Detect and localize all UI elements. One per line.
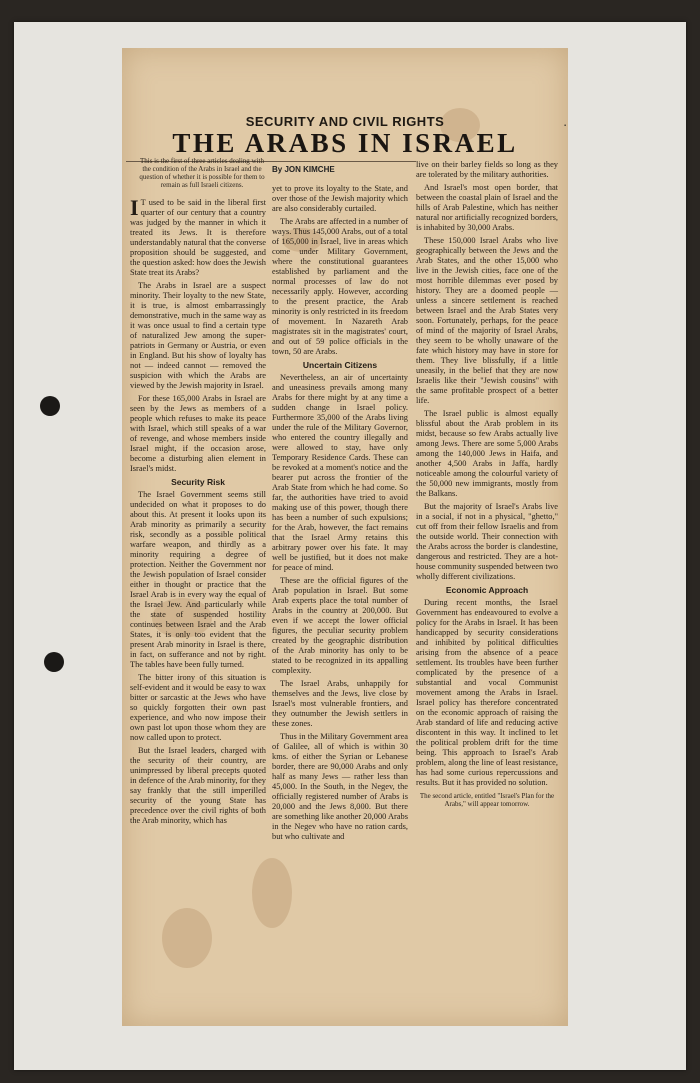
paragraph: For these 165,000 Arabs in Israel are seen by the Jews as members of a people which refuses to make its peace with Israel, which still speaks of a war of revenge, and whose members inside Israel might, if the occasion arose, become a disturbing alien element in Israel's midst. — [130, 394, 266, 473]
paragraph: During recent months, the Israel Government has endeavoured to evolve a policy for the Arabs in Israel. It has been handicapped by security considerations and inhibited by political difficulties arising from the absence of a peace settlement. Its troubles have been further complicated by the presence of a substantial and vocal Communist movement among the Arabs in Israel. Israel policy has therefore concentrated on the economic approach of raising the Arab standard of life and reducing active discontent in this way. It inclined to let the political problem drift for the time being. This approach to Israel's Arab problem, along the line of least resistance, has had some curious repercussions and results. But it has provided no solution. — [416, 598, 558, 787]
paragraph: These 150,000 Israel Arabs who live geographically between the Jews and the Arab States, and the other 15,000 who live in the Jewish cities, face one of the most horrible dilemmas ever posed by history. They are a doomed people — unless a sincere settlement is reached between Israel and the Arab States very soon. Fortunately, perhaps, for the peace of mind of the majority of Israel Arabs, they seem to be wholly unaware of the fate which history may have in store for them. They live blissfully, if a little uneasily, in the belief that they are now Israelis like their "Jewish cousins" with the same profitable prospect of a better life. — [416, 236, 558, 405]
paragraph: The Arabs are affected in a number of ways. Thus 145,000 Arabs, out of a total of 165,000 in Israel, live in areas which come under Military Government, where the constitutional guarantees established by parliament and the normal processes of law do not necessarily apply. However, according to the present practice, the Arab minority is only restricted in its freedom of movement. In Nazareth Arab magistrates sit in the magistrates' court, and out of 59 police officials in the town, 50 are Arabs. — [272, 217, 408, 356]
paragraph: The Arabs in Israel are a suspect minority. Their loyalty to the new State, it is true, is almost embarrassingly demonstrative, much in the same way as it was once usual to find a certain type of naturalized Jew among the super-patriots in Germany or Austria, or even in England. But his show of loyalty has not — indeed cannot — removed the suspicion with which the Arabs are viewed by the Jewish majority in Israel. — [130, 281, 266, 390]
paragraph: And Israel's most open border, that between the coastal plain of Israel and the hills of Arab Palestine, which has neither natural nor artificially recognized borders, is inhabited by 30,000 Arabs. — [416, 183, 558, 232]
drop-cap: I — [130, 195, 139, 220]
byline: By JON KIMCHE — [272, 165, 335, 174]
paragraph: But the majority of Israel's Arabs live in a social, if not in a physical, "ghetto," cut off from their fellow Israelis and from the outside world. Their connection with the Arabs across the border is clandestine, dangerous and restricted. They are a hot-house community suspended between two wholly different civilizations. — [416, 502, 558, 581]
column-2 — [272, 184, 408, 845]
paragraph: yet to prove its loyalty to the State, and over those of the Jewish majority which are also considerably curtailed. — [272, 184, 408, 213]
paragraph: The Israel Arabs, unhappily for themselves and the Jews, live close by Israel's most vulnerable frontiers, and they outnumber the Jewish settlers in these zones. — [272, 679, 408, 728]
paragraph: The Israel public is almost equally blissful about the Arab problem in its midst, because so few Arabs actually live among Jews. There are some 5,000 Arabs among the 140,000 Jews in Haifa, and another 4,500 Arabs in Jaffa, hardly noticeable among the colourful variety of the 50,000 new immigrants, mostly from the Balkans. — [416, 409, 558, 498]
paragraph: live on their barley fields so long as they are tolerated by the military authorities. — [416, 160, 558, 179]
column-1 — [130, 195, 266, 829]
subheading: Security Risk — [171, 477, 225, 487]
paragraph: The bitter irony of this situation is self-evident and it would be easy to wax bitter or sarcastic at the Jews who have so quickly forgotten their own past experience, and who now impose their own past lot upon those whom they are now called upon to protect. — [130, 673, 266, 742]
paragraph: The Israel Government seems still undecided on what it proposes to do about this. At present it looks upon its Arab minority as primarily a security risk, secondly as a possible political warfare weapon, and thirdly as a minority requiring a degree of protection. Neither the Government nor the Jewish population of Israel consider either in thought or practice that the Israel Arab is in every way the equal of the Israel Jew. And particularly while the state of suspended hostility continues between Israel and the Arab States, it is only too evident that the present Arab minority in Israel is there, in fact, on sufferance and not by right. The tables have been fully turned. — [130, 490, 266, 669]
subheading: Economic Approach — [445, 585, 529, 595]
paragraph: But the Israel leaders, charged with the security of their country, are unimpressed by liberal precepts quoted in defence of the Arab minority, for they say frankly that the still imperilled security of the young State has precedence over the civil rights of both the Arab minority, which has — [130, 746, 266, 825]
paragraph: Thus in the Military Government area of Galilee, all of which is within 30 kms. of either the Syrian or Lebanese border, there are 90,000 Arabs and only half as many Jews — rather less than 45,000. In the South, in the Negev, the officially registered number of Arabs is 20,000 and the Jews 8,000. But there are something like another 20,000 Arabs in the Negev who have no ration cards, but who cultivate and — [272, 732, 408, 841]
newspaper-clipping — [122, 48, 568, 1026]
headline: THE ARABS IN ISRAEL — [172, 128, 518, 158]
paragraph: I T used to be said in the liberal first quarter of our century that a country was judged by the manner in which it treated its Jews. It is therefore understandably natural that the converse proposition should be suggested, and the question asked: how does the Jewish State treat its Arabs? — [130, 195, 266, 277]
punch-hole-top — [40, 396, 60, 416]
footer-note: The second article, entitled "Israel's Plan for the Arabs," will appear tomorrow. — [419, 792, 555, 808]
subheading: Uncertain Citizens — [302, 360, 378, 370]
column-3 — [416, 160, 558, 808]
intro-note: This is the first of three articles dealing with the condition of the Arabs in Israel and the question of whether it is possible for them to remain as full Israeli citizens. — [139, 157, 265, 189]
paragraph: These are the official figures of the Arab population in Israel. But some Arab experts place the total number of Arabs in the country at 200,000. But even if we accept the lower official figures, the peculiar security problem created by the geographic distribution of the Arab minority has only to be stated to be recognized in its appalling complexity. — [272, 576, 408, 675]
edge-mark: . — [564, 118, 567, 128]
section-heading: SECURITY AND CIVIL RIGHTS — [245, 114, 445, 129]
punch-hole-bottom — [44, 652, 64, 672]
paragraph: Nevertheless, an air of uncertainty and uneasiness prevails among many Arabs for there might by at any time a sudden change in Israel policy. Furthermore 35,000 of the Arabs living under the rule of the Military Governor, who entered the country illegally and were allowed to stay, have only Temporary Residence Cards. These can be revoked at a moment's notice and the bearer put across the frontier of the Arab State from which he had come. So far, the authorities have tried to avoid making use of this power, though there has been a number of such expulsions; for the Arab, however, the fact remains that the Israel Army retains this arbitrary power over his fate. It may well be justified, but it does not make for peace of mind. — [272, 373, 408, 572]
